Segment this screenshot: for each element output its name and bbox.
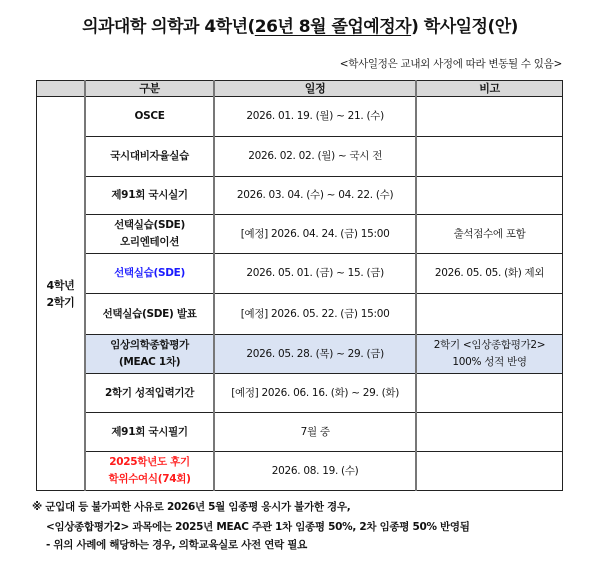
table-row (37, 137, 563, 177)
title-underlined: 26년 8월 졸업예정자 (254, 17, 412, 37)
row-category (85, 452, 214, 491)
group-label-line2: 2학기 (46, 295, 75, 309)
row-schedule: 2026. 08. 19. (수) (214, 452, 416, 491)
table-row (37, 97, 563, 137)
row-category-line1: 임상의학종합평가 (110, 339, 189, 351)
row-note: 2026. 05. 05. (화) 제외 (416, 254, 562, 294)
header-note: 비고 (416, 81, 562, 97)
schedule-notice: <학사일정은 교내외 사정에 따라 변동될 수 있음> (339, 58, 562, 70)
row-schedule: 2026. 05. 01. (금) ~ 15. (금) (214, 254, 416, 294)
row-category: 2학기 성적입력기간 (85, 374, 214, 413)
row-schedule: [예정] 2026. 05. 22. (금) 15:00 (214, 294, 416, 335)
footnote-line2: <임상종합평가2> 과목에는 2025년 MEAC 주관 1차 임종평 50%, 2차 임종평 50% 반영됨 (46, 521, 470, 533)
footnote-line3: - 위의 사례에 해당하는 경우, 의학교육실로 사전 연락 필요 (46, 539, 307, 551)
row-note-line2: 100% 성적 반영 (452, 356, 527, 368)
group-label-line1: 4학년 (46, 278, 75, 292)
row-category: OSCE (85, 97, 214, 137)
table-row-highlighted (37, 335, 563, 374)
table-row (37, 374, 563, 413)
table-row (37, 452, 563, 491)
row-note-line1: 2학기 <임상종합평가2> (433, 339, 546, 351)
row-category: 제91회 국시필기 (85, 413, 214, 452)
row-schedule: 2026. 02. 02. (월) ~ 국시 전 (214, 137, 416, 177)
row-note (416, 374, 562, 413)
row-note (416, 452, 562, 491)
row-category-line2: 학위수여식(74회) (108, 473, 191, 485)
row-schedule: [예정] 2026. 04. 24. (금) 15:00 (214, 215, 416, 254)
row-schedule: 7월 중 (214, 413, 416, 452)
row-category: 제91회 국시실기 (85, 177, 214, 215)
table-row (37, 177, 563, 215)
row-schedule: 2026. 01. 19. (월) ~ 21. (수) (214, 97, 416, 137)
row-category: 선택실습(SDE) (85, 254, 214, 294)
page-title (0, 12, 600, 37)
footnote-line1: ※ 군입대 등 불가피한 사유로 2026년 5월 임종평 응시가 불가한 경우, (32, 501, 351, 513)
table-row (37, 215, 563, 254)
footnote (32, 496, 470, 554)
row-category-line2: (MEAC 1차) (118, 356, 181, 368)
row-category-line1: 2025학년도 후기 (109, 456, 190, 468)
row-note (416, 137, 562, 177)
row-category (85, 335, 214, 374)
row-schedule: 2026. 03. 04. (수) ~ 04. 22. (수) (214, 177, 416, 215)
row-note (416, 335, 562, 374)
table-header-row (37, 81, 563, 97)
table-row (37, 413, 563, 452)
title-suffix: ) 학사일정(안) (411, 17, 518, 37)
title-prefix: 의과대학 의학과 4학년( (82, 17, 255, 37)
header-schedule: 일정 (214, 81, 416, 97)
row-schedule: 2026. 05. 28. (목) ~ 29. (금) (214, 335, 416, 374)
table-row (37, 254, 563, 294)
row-note (416, 294, 562, 335)
row-note (416, 413, 562, 452)
header-group (37, 81, 85, 97)
row-category: 선택실습(SDE) 발표 (85, 294, 214, 335)
row-category-line2: 오리엔테이션 (120, 236, 180, 248)
table-row (37, 294, 563, 335)
row-category (85, 215, 214, 254)
row-note: 출석점수에 포함 (416, 215, 562, 254)
row-category-line1: 선택실습(SDE) (114, 219, 186, 231)
row-schedule: [예정] 2026. 06. 16. (화) ~ 29. (화) (214, 374, 416, 413)
row-note (416, 97, 562, 137)
header-category: 구분 (85, 81, 214, 97)
group-label (37, 97, 85, 491)
row-note (416, 177, 562, 215)
row-category: 국시대비자율실습 (85, 137, 214, 177)
schedule-table (36, 80, 563, 491)
